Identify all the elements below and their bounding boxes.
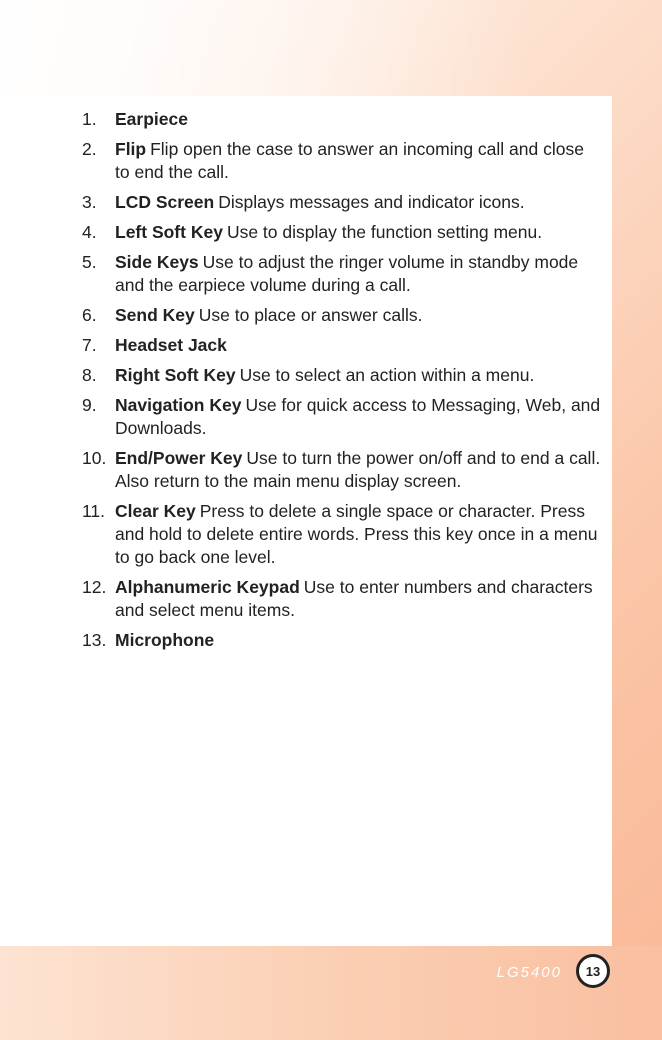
model-name: LG5400 [496,964,562,981]
item-number: 5. [82,252,97,272]
item-description: Displays messages and indicator icons. [218,192,525,212]
page-number: 13 [585,963,601,979]
item-number: 3. [82,192,97,212]
item-term: LCD Screen [115,192,215,212]
item-number: 4. [82,222,97,242]
item-description: Use to adjust the ringer volume in standby mode and the earpiece volume during a call. [115,252,579,295]
item-term: Left Soft Key [115,222,223,242]
item-term: Clear Key [115,501,196,521]
item-description: Use for quick access to Messaging, Web, and Downloads. [115,395,601,438]
item-number: 9. [82,395,97,415]
item-term: Send Key [115,305,195,325]
item-term: Alphanumeric Keypad [115,577,300,597]
item-term: Right Soft Key [115,365,236,385]
panel-fade [0,780,612,946]
page-number-badge [576,954,610,988]
item-number: 6. [82,305,97,325]
item-description: Use to select an action within a menu. [239,365,535,385]
list-item [82,251,602,297]
list-item [82,576,602,622]
item-term: Headset Jack [115,335,227,355]
list-item [82,191,602,214]
list-item [82,447,602,493]
item-term: End/Power Key [115,448,243,468]
item-term: Microphone [115,630,215,650]
footer-band [0,946,662,1040]
item-number: 1. [82,109,97,129]
item-number: 11. [82,501,106,521]
item-description: Use to place or answer calls. [198,305,423,325]
list-item [82,394,602,440]
item-term: Side Keys [115,252,199,272]
item-description: Use to display the function setting menu. [226,222,543,242]
list-item [82,500,602,569]
list-item [82,138,602,184]
list-item [82,108,602,131]
item-description: Press to delete a single space or character. Press and hold to delete entire words. Press this key once in a menu to go back one level. [115,501,598,567]
header-glow [0,0,662,100]
item-description: Use to enter numbers and characters and select menu items. [115,577,593,620]
list-item [82,364,602,387]
list-item [82,629,602,652]
list-item [82,221,602,244]
parts-list [82,108,602,659]
item-number: 7. [82,335,97,355]
item-description: Use to turn the power on/off and to end a call. Also return to the main menu display screen. [115,448,601,491]
item-number: 13. [82,630,107,650]
item-term: Navigation Key [115,395,242,415]
item-number: 2. [82,139,97,159]
item-number: 12. [82,577,107,597]
item-description: Flip open the case to answer an incoming call and close to end the call. [115,139,584,182]
item-term: Earpiece [115,109,188,129]
list-item [82,304,602,327]
item-term: Flip [115,139,147,159]
item-number: 8. [82,365,97,385]
list-item [82,334,602,357]
item-number: 10. [82,448,107,468]
